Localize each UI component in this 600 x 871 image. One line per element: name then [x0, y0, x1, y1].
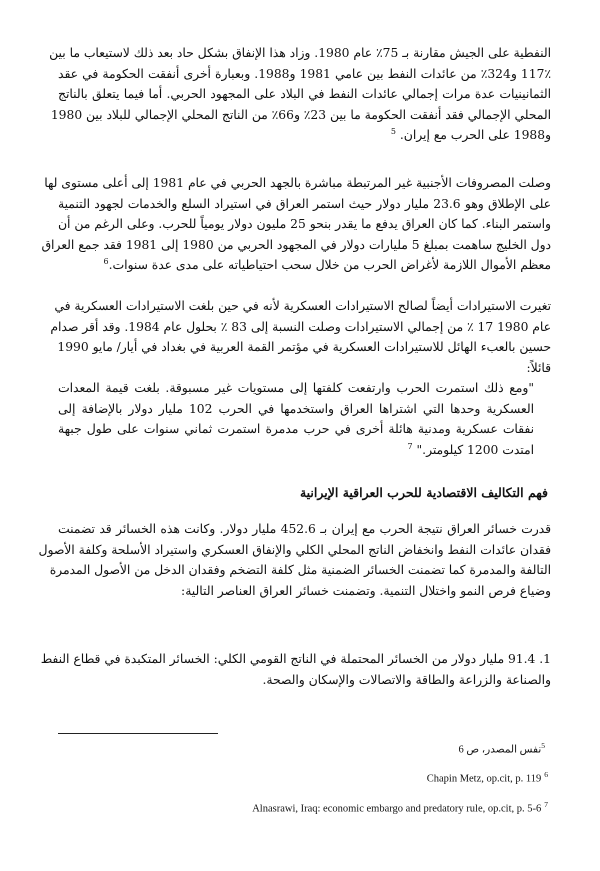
paragraph-military-imports: [50, 296, 551, 378]
footnote-reference[interactable]: 6: [103, 256, 109, 266]
text-line: امتدت 1200 كيلومتر." $^7$: [407, 441, 534, 457]
footnote-text: Chapin Metz, op.cit, p. 119: [426, 773, 542, 785]
text-line: حسين بالعبء الهائل للاستيرادات العسكرية في مؤتمر القمة العربية في بغداد في أيار/ مايو 1990: [57, 340, 551, 354]
section-heading: فهم التكاليف الاقتصادية للحرب العراقية الإيرانية: [299, 485, 548, 500]
text-line: قدرت خسائر العراق نتيجة الحرب مع إيران بـ 452.6 مليار دولار. وكانت هذه الخسائر قد تضمنت: [58, 522, 552, 536]
text-line: نفقات عسكرية ومدنية هائلة أخرى في حرب مدمرة استمرت ثماني سنوات على طول جبهة: [58, 422, 534, 436]
text-line: 1. 91.4 مليار دولار من الخسائر المحتملة في الناتج القومي الكلي: الخسائر المتكبدة في قطاع النفط: [40, 652, 551, 666]
footnote-number: 7: [544, 800, 548, 809]
paragraph-war-losses: [38, 519, 552, 601]
footnote-reference[interactable]: 5: [390, 126, 396, 136]
block-quote: [58, 378, 534, 460]
text-line: قائلاً:: [526, 360, 551, 375]
text-line: المحلي الإجمالي فقد أنفقت الحكومة ما بين 23٪ و66٪ من الناتج المحلي الإجمالي للبلاد بين 1980: [50, 107, 551, 122]
text-line: تغيرت الاستيرادات أيضاً لصالح الاستيرادات العسكرية لأنه في حين بلغت الاستيرادات العسكرية في: [54, 299, 551, 313]
text-line: فقدان عائدات النفط وانخفاض الناتج المحلي الكلي والإنفاق العسكري واستيراد الأسلحة وكلفة الأصول: [38, 542, 551, 557]
text-line: العسكرية وحدها التي اشتراها العراق واستخدمها في الحرب 102 مليار دولار بالإضافة إلى: [58, 401, 534, 416]
footnote-6: [427, 770, 548, 785]
text-line: الثمانينيات عدة مرات إجمالي عائدات النفط في البلاد على المجهود الحربي. أما فيما يتعلق بالناتج: [58, 87, 551, 101]
text-line: 117٪ و324٪ من عائدات النفط بين عامي 1981 و1988. وبعبارة أخرى أنفقت الحكومة في عقد: [58, 66, 551, 81]
footnote-reference[interactable]: 7: [407, 441, 413, 451]
text-line: النفطية على الجيش مقارنة بـ 75٪ عام 1980. وزاد هذا الإنفاق بشكل حاد بعد ذلك لاستيعاب ما بين: [49, 46, 551, 60]
text-line: دول الخليج ساهمت بمبلغ 5 مليارات دولار في المجهود الحربي من 1980 إلى 1981 فقد جمع العراق: [41, 237, 551, 252]
paragraph-foreign-expenditures: [41, 173, 551, 276]
text-line: معظم الأموال اللازمة لأغراض الحرب من خلال سحب احتياطياته على مدى عدة سنوات.$^6$: [103, 256, 551, 272]
footnote-5: [459, 741, 548, 756]
text-line: والصناعة والزراعة والطاقة والاتصالات والإسكان والصحة.: [262, 672, 551, 687]
text-line: و1988 على الحرب مع إيران. $^5$: [390, 126, 551, 142]
footnote-7: [252, 800, 548, 815]
text-line: "ومع ذلك استمرت الحرب وارتفعت كلفتها إلى مستويات غير مسبوقة. بلغت قيمة المعدات: [58, 381, 534, 395]
text-line: وصلت المصروفات الأجنبية غير المرتبطة مباشرة بالجهد الحربي في عام 1981 إلى أعلى مستوى لها: [44, 176, 551, 190]
text-line: على الإطلاق وهو 23.6 مليار دولار حيث استمر العراق في استيراد السلع والخدمات لجهود التنمية: [58, 196, 551, 211]
text-line: وضياع فرص النمو واختلال التنمية. وتضمنت خسائر العراق العناصر التالية:: [181, 583, 551, 598]
footnote-text: نفس المصدر، ص 6: [458, 744, 542, 756]
text-line: عام 1980 17 ٪ من إجمالي الاستيرادات وصلت النسبة إلى 83 ٪ بحلول عام 1984. وقد أقر صدام: [50, 319, 551, 334]
text-line: التالفة والمدمرة كما تضمنت الخسائر الضمنية مثل كلفة التضخم وفقدان الدخل من الأصول المدمرة: [49, 563, 551, 577]
footnote-number: 6: [544, 770, 548, 779]
list-item: [40, 649, 551, 690]
footnote-separator: [58, 733, 218, 734]
footnote-text: Alnasrawi, Iraq: economic embargo and predatory rule, op.cit, p. 5-6: [252, 803, 542, 815]
footnote-number: 5: [541, 741, 545, 750]
paragraph-oil-revenue-spending: [49, 43, 551, 146]
text-line: واستمر البناء. كما كان العراق يدفع ما يقدر بنحو 25 مليون دولار يومياً للحرب. وعلى الرغم من أن: [58, 217, 551, 231]
